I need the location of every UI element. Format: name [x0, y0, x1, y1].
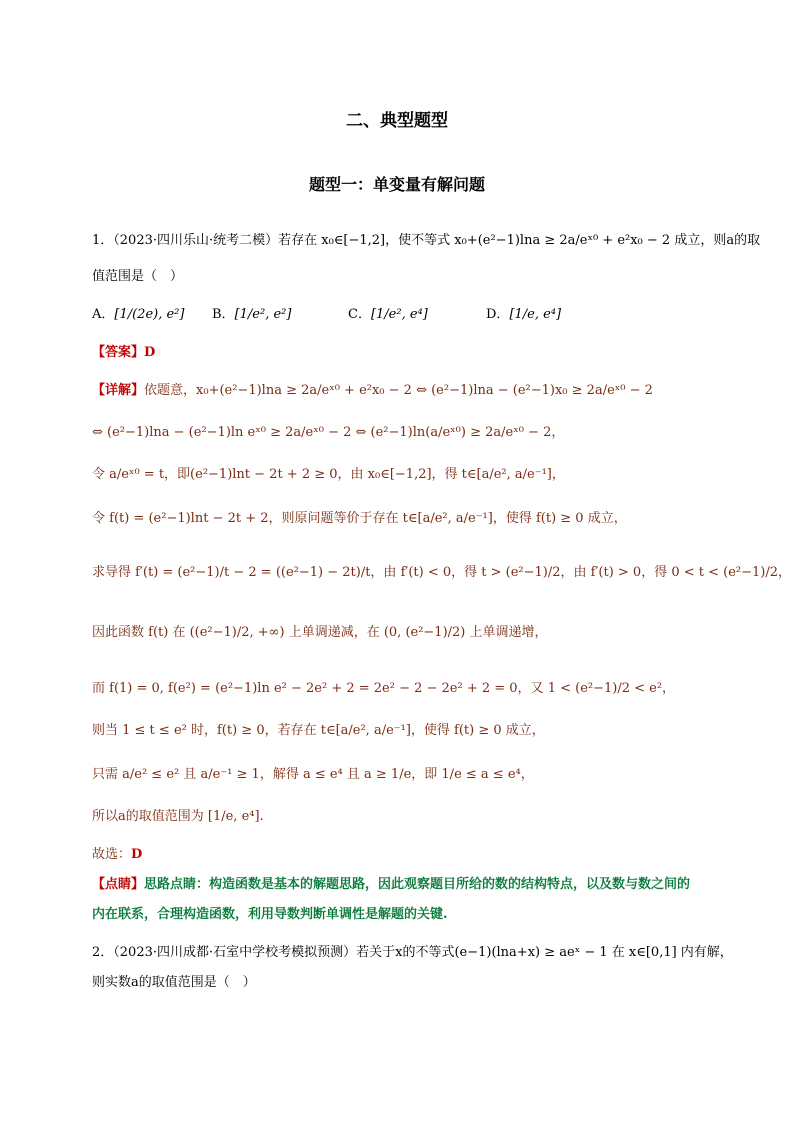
q1-tip-line1 [92, 876, 734, 894]
q1-detail-line-8: 只需 a/e² ≤ e² 且 a/e⁻¹ ≥ 1，解得 a ≤ e⁴ 且 a ≥ 1/e，即 1/e ≤ a ≤ e⁴， [92, 767, 534, 782]
q1-choose [92, 846, 734, 864]
q1-tip-line2: 内在联系，合理构造函数，利用导数判断单调性是解题的关键. [92, 907, 448, 922]
q1-detail-line-0 [92, 382, 734, 400]
option-label: A． [92, 307, 115, 322]
detail-text: 依题意，x₀+(e²−1)lna ≥ 2a/eˣ⁰ + e²x₀ − 2 ⇔ (e²−1)lna − (e²−1)x₀ ≥ 2a/eˣ⁰ − 2 [144, 383, 653, 398]
q1-detail-line-4: 求导得 f′(t) = (e²−1)/t − 2 = ((e²−1) − 2t)/t，由 f′(t) < 0，得 t > (e²−1)/2，由 f′(t) > 0，得 0 < t < (e²−1)/2， [92, 565, 791, 580]
subsection-title: 题型一：单变量有解问题 [308, 175, 485, 194]
detail-tag: 【详解】 [92, 383, 145, 398]
q1-detail-line-2: 令 a/eˣ⁰ = t，即(e²−1)lnt − 2t + 2 ≥ 0，由 x₀∈[−1,2]，得 t∈[a/e², a/e⁻¹]， [92, 467, 565, 482]
choose-label: 故选： [92, 847, 132, 862]
q1-detail-line-6: 而 f(1) = 0, f(e²) = (e²−1)ln e² − 2e² + 2 = 2e² − 2 − 2e² + 2 = 0，又 1 < (e²−1)/2 < e²， [92, 681, 676, 696]
option-text: [1/e², e²] [234, 307, 292, 322]
q1-option-d [486, 300, 561, 330]
tip-tag: 【点睛】 [92, 877, 145, 892]
option-text: [1/e², e⁴] [370, 307, 428, 322]
q1-detail-line-7: 则当 1 ≤ t ≤ e² 时，f(t) ≥ 0，若存在 t∈[a/e², a/e⁻¹]，使得 f(t) ≥ 0 成立， [92, 723, 545, 738]
q1-detail-line-5: 因此函数 f(t) 在 ((e²−1)/2, +∞) 上单调递减，在 (0, (e²−1)/2) 上单调递增， [92, 625, 548, 640]
q1-stem-line2: 值范围是（ ） [92, 269, 184, 284]
q2-stem-line1: 2．（2023·四川成都·石室中学校考模拟预测）若关于x的不等式(e−1)(lna+x) ≥ aeˣ − 1 在 x∈[0,1] 内有解， [92, 945, 733, 960]
q1-option-b [212, 300, 291, 330]
q1-answer [92, 344, 734, 362]
option-text: [1/(2e), e²] [114, 307, 185, 322]
q1-stem-line1: 1．（2023·四川乐山·统考二模）若存在 x₀∈[−1,2]，使不等式 x₀+(e²−1)lna ≥ 2a/eˣ⁰ + e²x₀ − 2 成立，则a的取 [92, 233, 761, 248]
q1-option-c [348, 300, 428, 330]
q1-detail-line-3: 令 f(t) = (e²−1)lnt − 2t + 2，则原问题等价于存在 t∈[a/e², a/e⁻¹]，使得 f(t) ≥ 0 成立， [92, 511, 627, 526]
answer-value: D [144, 345, 156, 360]
q1-detail-line-1: ⇔ (e²−1)lna − (e²−1)ln eˣ⁰ ≥ 2a/eˣ⁰ − 2 ⇔ (e²−1)ln(a/eˣ⁰) ≥ 2a/eˣ⁰ − 2， [92, 425, 565, 440]
option-label: B． [212, 307, 235, 322]
answer-tag: 【答案】 [92, 345, 145, 360]
tip-text: 思路点睛：构造函数是基本的解题思路，因此观察题目所给的数的结构特点，以及数与数之间的 [144, 877, 691, 892]
q1-detail-line-9: 所以a的取值范围为 [1/e, e⁴]. [92, 809, 264, 824]
option-label: C． [348, 307, 371, 322]
section-title: 二、典型题型 [346, 111, 448, 131]
option-text: [1/e, e⁴] [509, 307, 562, 322]
q1-option-a [92, 300, 184, 330]
option-label: D． [486, 307, 510, 322]
choose-value: D [131, 847, 143, 862]
q2-stem-line2: 则实数a的取值范围是（ ） [92, 975, 256, 990]
